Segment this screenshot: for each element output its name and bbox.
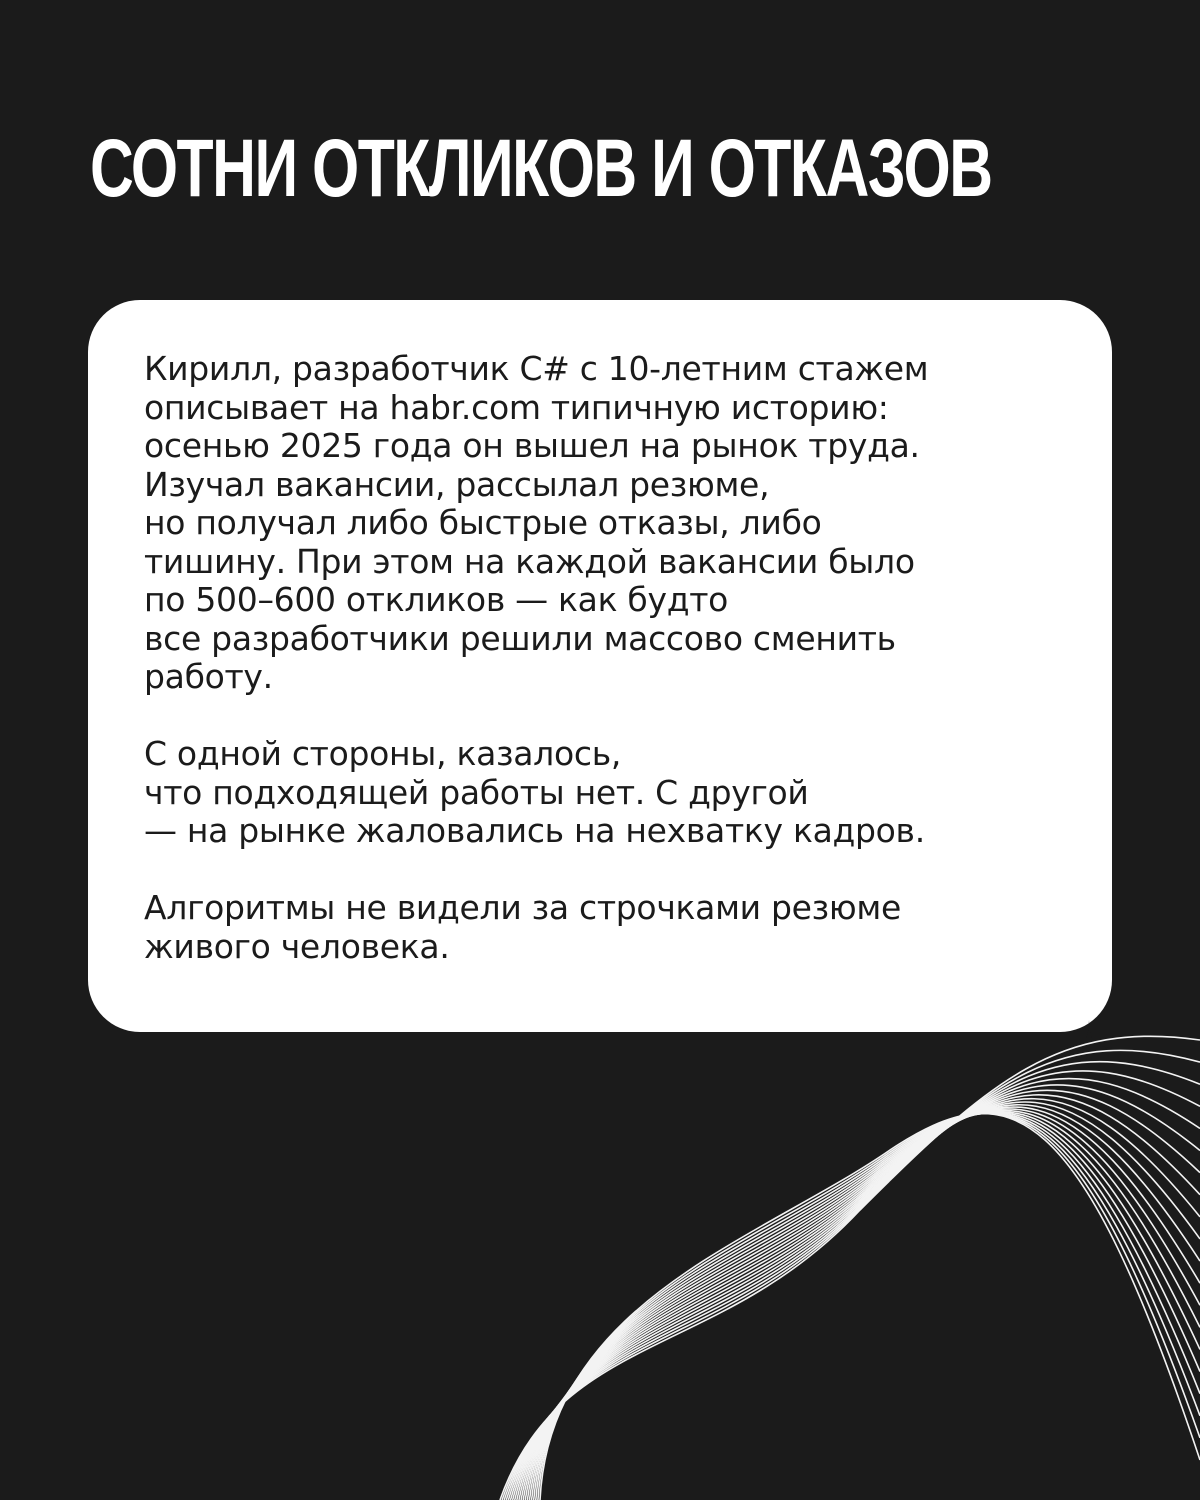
paragraph-conclusion [144, 889, 1074, 966]
wave-line [521, 1105, 1200, 1500]
wave-line [513, 1090, 1200, 1500]
sparkle-icon [1066, 1020, 1112, 1076]
wave-line [511, 1085, 1200, 1500]
story-card [88, 300, 1112, 1032]
text-line: по 500–600 откликов — как будто [144, 580, 729, 619]
wave-line [500, 1036, 1200, 1500]
page-title: СОТНИ ОТКЛИКОВ И ОТКАЗОВ [90, 123, 992, 214]
paragraph-contrast [144, 735, 1074, 851]
wave-line [527, 1110, 1200, 1500]
wave-line [532, 1112, 1200, 1500]
wave-line [502, 1050, 1200, 1500]
wave-line [540, 1113, 1200, 1500]
text-line: но получал либо быстрые отказы, либо [144, 503, 822, 542]
wave-line [519, 1102, 1200, 1500]
wave-line [508, 1078, 1200, 1500]
text-line: Изучал вакансии, рассылал резюме, [144, 464, 770, 504]
wave-line [506, 1071, 1200, 1500]
text-line: Кирилл, разработчик C# с 10-летним стажем [144, 349, 929, 388]
wave-line [515, 1095, 1200, 1500]
text-line: тишину. При этом на каждой вакансии было [144, 541, 915, 581]
wave-line [517, 1099, 1200, 1500]
wave-line [525, 1109, 1200, 1500]
text-line: что подходящей работы нет. С другой [144, 772, 809, 812]
text-line: живого человека. [144, 926, 450, 966]
text-line: работу. [144, 657, 273, 696]
text-line: описывает на habr.com типичную историю: [144, 387, 889, 427]
wave-line [529, 1112, 1200, 1500]
wave-line [538, 1114, 1200, 1500]
paragraph-story [144, 350, 1074, 697]
wave-line [534, 1113, 1200, 1500]
text-line: — на рынке жаловались на нехватку кадров. [144, 811, 925, 850]
wave-line [523, 1107, 1200, 1500]
story-text [144, 350, 1074, 1005]
text-line: осенью 2025 года он вышел на рынок труда. [144, 426, 920, 465]
text-line: С одной стороны, казалось, [144, 734, 622, 773]
text-line: все разработчики решили массово сменить [144, 618, 896, 658]
text-line: Алгоритмы не видели за строчками резюме [144, 888, 901, 927]
wave-line [536, 1113, 1200, 1500]
wave-line [504, 1062, 1200, 1500]
